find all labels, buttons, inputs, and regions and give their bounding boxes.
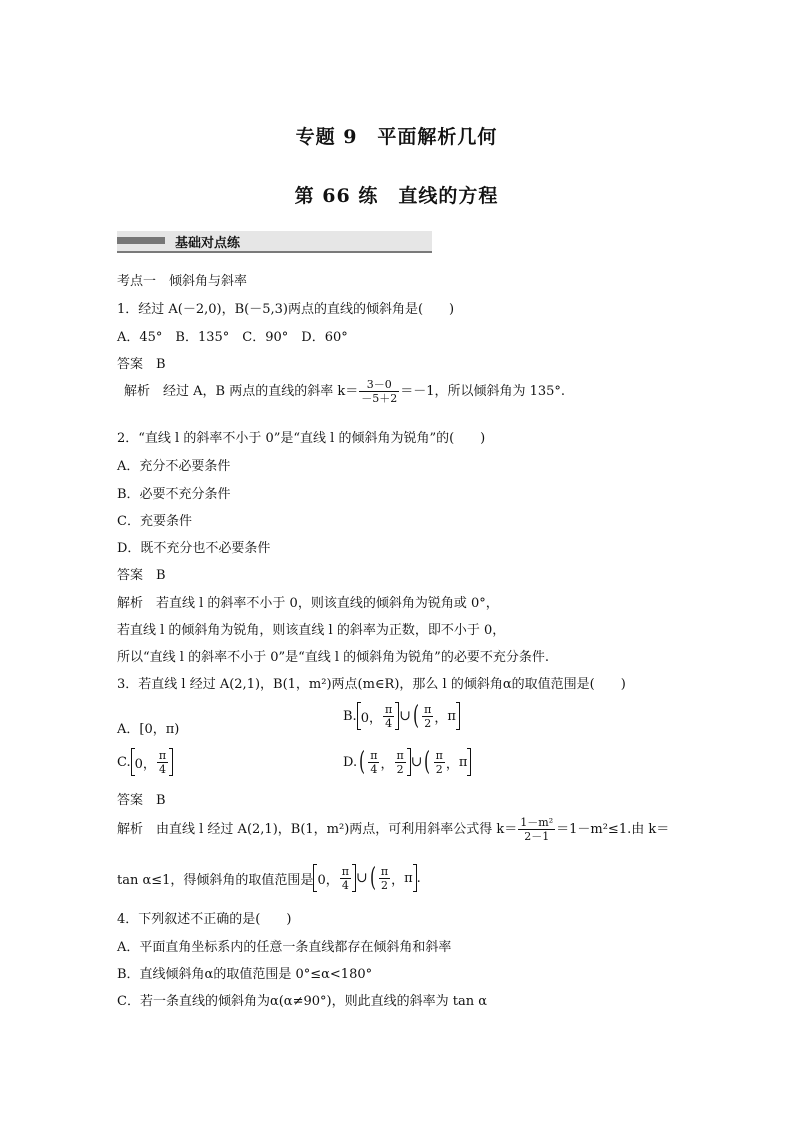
interval-comma: ， [434, 710, 448, 726]
frac-num: π [158, 748, 167, 762]
q3-option-b-label: B. [343, 708, 357, 724]
q2-option-b: B．必要不充分条件 [117, 487, 231, 502]
q4-option-b: B．直线倾斜角α的取值范围是 0°≤α<180° [117, 967, 373, 982]
q3-option-b [343, 702, 460, 730]
interval-comma: ， [445, 756, 459, 772]
frac-den: 2 [380, 878, 388, 892]
q1-options: A．45° B．135° C．90° D．60° [117, 330, 348, 345]
interval-comma: ， [380, 756, 394, 772]
section-marker [117, 237, 165, 244]
q3-answer: 答案 B [117, 793, 166, 808]
q3-slope-fraction [518, 816, 555, 843]
left-paren: ( [359, 747, 366, 777]
q2-option-a: A．充分不必要条件 [117, 459, 231, 474]
interval-pi: π [404, 870, 413, 886]
q2-option-d: D．既不充分也不必要条件 [117, 541, 271, 556]
q3-option-d-label: D. [343, 754, 358, 770]
interval-comma: ， [391, 872, 405, 888]
frac-num: π [384, 702, 393, 716]
frac-pi-over-2 [434, 749, 445, 776]
q1-analysis-suffix: ＝－1，所以倾斜角为 135°. [400, 384, 566, 399]
union-symbol: ∪ [399, 708, 411, 724]
left-paren: ( [424, 747, 431, 777]
topic-heading: 考点一 倾斜角与斜率 [117, 274, 248, 289]
frac-pi-over-4 [368, 749, 379, 776]
q2-answer: 答案 B [117, 568, 166, 583]
frac-pi-over-2 [395, 749, 406, 776]
frac-den: 4 [385, 716, 393, 730]
q3-analysis-2 [117, 864, 421, 892]
q2-analysis-1: 解析 若直线 l 的斜率不小于 0，则该直线的倾斜角为锐角或 0°， [117, 596, 499, 611]
q3-analysis-1-suffix: ＝1－m²≤1.由 k＝ [556, 822, 670, 837]
right-bracket [169, 748, 173, 776]
frac-den: 4 [159, 762, 167, 776]
frac-den: 2 [424, 716, 432, 730]
interval-pi: π [447, 708, 456, 724]
q1-analysis-prefix: 解析 经过 A，B 两点的直线的斜率 k＝ [124, 384, 359, 399]
q3-option-a: A．[0，π) [117, 722, 180, 737]
q1-analysis [124, 378, 565, 405]
q4-option-c: C．若一条直线的倾斜角为α(α≠90°)，则此直线的斜率为 tan α [117, 994, 487, 1009]
left-paren: ( [369, 863, 376, 893]
frac-pi-over-4 [340, 865, 351, 892]
q2-analysis-3: 所以“直线 l 的斜率不小于 0”是“直线 l 的倾斜角为锐角”的必要不充分条件. [117, 650, 549, 665]
q3-analysis-1-prefix: 解析 由直线 l 经过 A(2,1)，B(1，m²)两点，可利用斜率公式得 k＝ [117, 822, 518, 837]
right-bracket [467, 748, 471, 776]
union-symbol: ∪ [410, 754, 423, 770]
frac-num: 1－m² [520, 816, 554, 829]
q3-option-d [343, 748, 471, 776]
q1-answer: 答案 B [117, 357, 166, 372]
q1-stem: 1．经过 A(－2,0)，B(－5,3)两点的直线的倾斜角是( ) [117, 302, 455, 317]
frac-num: π [370, 748, 378, 762]
frac-den: 2 [435, 762, 443, 776]
interval-zero: 0， [134, 756, 156, 772]
frac-den: 4 [341, 878, 349, 892]
q3-option-c [117, 748, 173, 776]
frac-den: 4 [370, 762, 378, 776]
frac-pi-over-2 [379, 865, 390, 892]
q2-stem: 2．“直线 l 的斜率不小于 0”是“直线 l 的倾斜角为锐角”的( ) [117, 431, 486, 446]
section-header [117, 231, 432, 253]
interval-zero: 0， [317, 872, 339, 888]
q3-analysis-1 [117, 816, 669, 843]
section-label: 基础对点练 [175, 236, 241, 251]
frac-den: 2 [396, 762, 404, 776]
frac-num: π [341, 864, 349, 878]
q1-frac-num: 3－0 [359, 378, 399, 392]
frac-pi-over-2 [422, 703, 433, 730]
interval-pi: π [458, 754, 468, 770]
q4-stem: 4．下列叙述不正确的是( ) [117, 912, 292, 927]
frac-pi-over-4 [157, 749, 168, 776]
left-paren: ( [412, 701, 420, 731]
q3-analysis-2-suffix: . [416, 870, 421, 886]
right-bracket [456, 702, 460, 730]
q1-frac-den: －5＋2 [361, 392, 398, 405]
frac-pi-over-4 [383, 703, 394, 730]
q3-stem: 3．若直线 l 经过 A(2,1)，B(1，m²)两点(m∈R)，那么 l 的倾斜角α的取值范围是( ) [117, 677, 626, 692]
frac-num: π [396, 748, 404, 762]
union-symbol: ∪ [355, 870, 368, 886]
frac-num: π [424, 702, 432, 716]
q2-analysis-2: 若直线 l 的倾斜角为锐角，则该直线 l 的斜率为正数，即不小于 0， [117, 623, 506, 638]
frac-num: π [380, 864, 389, 878]
q2-option-c: C．充要条件 [117, 514, 192, 529]
q3-analysis-2-prefix: tan α≤1，得倾斜角的取值范围是 [117, 872, 314, 888]
q3-option-c-label: C. [117, 754, 131, 770]
interval-zero: 0， [360, 710, 382, 726]
chapter-title: 专题 9 平面解析几何 [295, 126, 498, 148]
q4-option-a: A．平面直角坐标系内的任意一条直线都存在倾斜角和斜率 [117, 940, 452, 955]
lesson-title: 第 66 练 直线的方程 [294, 185, 499, 207]
frac-den: 2－1 [524, 830, 550, 843]
frac-num: π [435, 748, 443, 762]
q1-slope-fraction [359, 378, 399, 405]
